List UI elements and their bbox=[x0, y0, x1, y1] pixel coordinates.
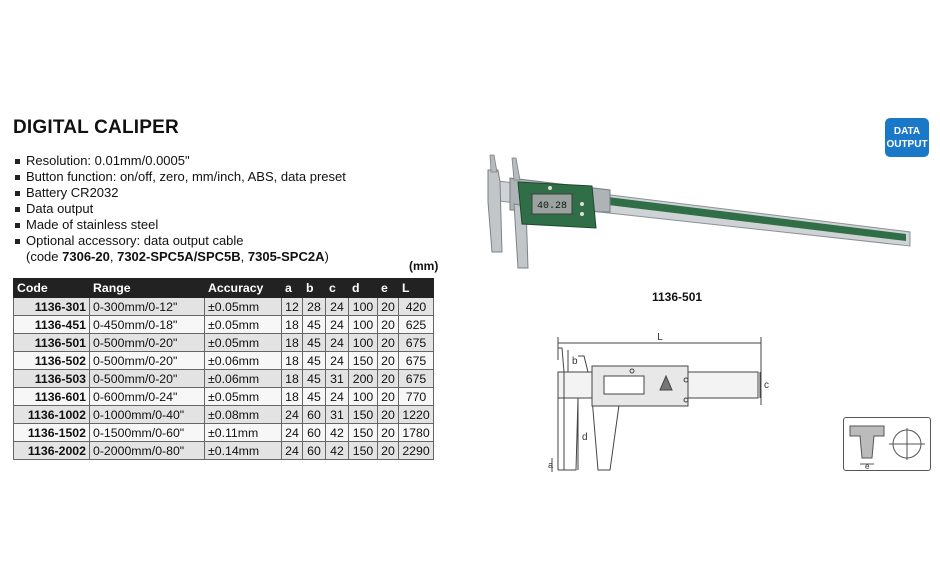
table-row bbox=[14, 370, 434, 388]
cell-l: 420 bbox=[399, 298, 434, 316]
cell-c: 24 bbox=[326, 352, 349, 370]
table-row bbox=[14, 442, 434, 460]
cell-b: 45 bbox=[303, 316, 326, 334]
cell-d: 100 bbox=[349, 388, 378, 406]
cell-l: 2290 bbox=[399, 442, 434, 460]
table-row bbox=[14, 334, 434, 352]
bullet-icon bbox=[15, 223, 20, 228]
table-header-row bbox=[14, 279, 434, 298]
feature-text: Button function: on/off, zero, mm/inch, ABS, data preset bbox=[26, 169, 346, 184]
display-button-icon bbox=[548, 186, 552, 190]
cell-accuracy: ±0.05mm bbox=[205, 334, 282, 352]
cell-e: 20 bbox=[378, 316, 399, 334]
dimension-drawing bbox=[548, 330, 773, 480]
cell-e: 20 bbox=[378, 442, 399, 460]
cell-a: 24 bbox=[282, 406, 303, 424]
cell-b: 45 bbox=[303, 388, 326, 406]
feature-item bbox=[14, 169, 434, 185]
feature-list bbox=[14, 153, 434, 265]
cell-b: 45 bbox=[303, 334, 326, 352]
page-title: DIGITAL CALIPER bbox=[13, 117, 179, 138]
cell-d: 150 bbox=[349, 352, 378, 370]
header-accuracy: Accuracy bbox=[205, 279, 282, 298]
cell-d: 150 bbox=[349, 424, 378, 442]
cell-c: 31 bbox=[326, 406, 349, 424]
cell-range: 0-2000mm/0-80" bbox=[90, 442, 205, 460]
label-d: d bbox=[582, 432, 588, 443]
accessory-codes bbox=[14, 249, 434, 265]
fixed-jaw bbox=[488, 170, 502, 252]
cell-range: 0-500mm/0-20" bbox=[90, 370, 205, 388]
cell-code: 1136-501 bbox=[14, 334, 90, 352]
cell-l: 1780 bbox=[399, 424, 434, 442]
bullet-icon bbox=[15, 175, 20, 180]
cell-l: 675 bbox=[399, 352, 434, 370]
display-button-icon bbox=[580, 212, 584, 216]
cell-c: 42 bbox=[326, 424, 349, 442]
fixed-jaw-tip bbox=[490, 155, 497, 172]
accessory-code: 7306-20 bbox=[62, 249, 110, 264]
table-row bbox=[14, 298, 434, 316]
spec-table bbox=[13, 278, 434, 460]
cell-accuracy: ±0.11mm bbox=[205, 424, 282, 442]
model-label: 1136-501 bbox=[652, 290, 703, 304]
cell-range: 0-1000mm/0-40" bbox=[90, 406, 205, 424]
cell-d: 150 bbox=[349, 442, 378, 460]
bullet-icon bbox=[15, 207, 20, 212]
jaw-detail-box bbox=[843, 417, 931, 471]
cell-l: 675 bbox=[399, 370, 434, 388]
cell-e: 20 bbox=[378, 298, 399, 316]
badge-line-1: DATA bbox=[893, 125, 921, 137]
cell-a: 18 bbox=[282, 388, 303, 406]
cell-code: 1136-301 bbox=[14, 298, 90, 316]
cell-b: 28 bbox=[303, 298, 326, 316]
cell-d: 100 bbox=[349, 334, 378, 352]
cell-code: 1136-1002 bbox=[14, 406, 90, 424]
cell-d: 100 bbox=[349, 316, 378, 334]
cell-accuracy: ±0.14mm bbox=[205, 442, 282, 460]
header-a: a bbox=[282, 279, 303, 298]
cell-range: 0-600mm/0-24" bbox=[90, 388, 205, 406]
codes-separator: , bbox=[109, 249, 118, 264]
cell-accuracy: ±0.06mm bbox=[205, 352, 282, 370]
table-row bbox=[14, 424, 434, 442]
table-row bbox=[14, 388, 434, 406]
cell-range: 0-450mm/0-18" bbox=[90, 316, 205, 334]
cell-a: 24 bbox=[282, 442, 303, 460]
cell-e: 20 bbox=[378, 388, 399, 406]
codes-suffix: ) bbox=[324, 249, 329, 264]
label-l: L bbox=[657, 332, 663, 343]
cell-b: 45 bbox=[303, 370, 326, 388]
drawing-moving-jaw bbox=[578, 356, 588, 372]
cell-l: 1220 bbox=[399, 406, 434, 424]
cell-a: 24 bbox=[282, 424, 303, 442]
cell-c: 42 bbox=[326, 442, 349, 460]
bullet-icon bbox=[15, 191, 20, 196]
codes-separator: , bbox=[240, 249, 248, 264]
cell-b: 45 bbox=[303, 352, 326, 370]
cell-c: 24 bbox=[326, 334, 349, 352]
cell-a: 18 bbox=[282, 316, 303, 334]
jaw-detail-drawing bbox=[844, 418, 930, 470]
cell-c: 31 bbox=[326, 370, 349, 388]
table-row bbox=[14, 352, 434, 370]
jaw-profile-icon bbox=[850, 426, 884, 458]
cell-a: 18 bbox=[282, 334, 303, 352]
feature-item bbox=[14, 153, 434, 169]
feature-item bbox=[14, 217, 434, 233]
cell-l: 770 bbox=[399, 388, 434, 406]
cell-code: 1136-503 bbox=[14, 370, 90, 388]
cell-e: 20 bbox=[378, 334, 399, 352]
caliper-scale-strip bbox=[600, 196, 906, 241]
header-b: b bbox=[303, 279, 326, 298]
cell-code: 1136-1502 bbox=[14, 424, 90, 442]
feature-text: Data output bbox=[26, 201, 94, 216]
feature-text: Optional accessory: data output cable bbox=[26, 233, 244, 248]
cell-e: 20 bbox=[378, 352, 399, 370]
header-range: Range bbox=[90, 279, 205, 298]
cell-range: 0-300mm/0-12" bbox=[90, 298, 205, 316]
feature-text: Battery CR2032 bbox=[26, 185, 119, 200]
table-row bbox=[14, 316, 434, 334]
cell-accuracy: ±0.05mm bbox=[205, 298, 282, 316]
feature-text: Resolution: 0.01mm/0.0005" bbox=[26, 153, 190, 168]
cell-range: 0-500mm/0-20" bbox=[90, 352, 205, 370]
feature-item bbox=[14, 233, 434, 249]
cell-a: 18 bbox=[282, 370, 303, 388]
cell-d: 100 bbox=[349, 298, 378, 316]
bullet-icon bbox=[15, 239, 20, 244]
cell-a: 12 bbox=[282, 298, 303, 316]
cell-code: 1136-2002 bbox=[14, 442, 90, 460]
feature-item bbox=[14, 185, 434, 201]
display-button-icon bbox=[580, 202, 584, 206]
cell-code: 1136-502 bbox=[14, 352, 90, 370]
label-a: a bbox=[548, 460, 554, 470]
cell-e: 20 bbox=[378, 370, 399, 388]
cell-b: 60 bbox=[303, 424, 326, 442]
header-code: Code bbox=[14, 279, 90, 298]
cell-b: 60 bbox=[303, 406, 326, 424]
bullet-icon bbox=[15, 159, 20, 164]
feature-item bbox=[14, 201, 434, 217]
cell-accuracy: ±0.08mm bbox=[205, 406, 282, 424]
cell-c: 24 bbox=[326, 298, 349, 316]
header-d: d bbox=[349, 279, 378, 298]
cell-e: 20 bbox=[378, 424, 399, 442]
cell-a: 18 bbox=[282, 352, 303, 370]
cell-c: 24 bbox=[326, 316, 349, 334]
cell-b: 60 bbox=[303, 442, 326, 460]
feature-text: Made of stainless steel bbox=[26, 217, 159, 232]
moving-jaw-tip bbox=[512, 158, 520, 180]
cell-accuracy: ±0.05mm bbox=[205, 316, 282, 334]
drawing-lcd bbox=[604, 376, 644, 394]
accessory-code: 7302-SPC5A/SPC5B bbox=[117, 249, 241, 264]
lcd-readout: 40.28 bbox=[536, 201, 568, 212]
cell-accuracy: ±0.05mm bbox=[205, 388, 282, 406]
unit-label: (mm) bbox=[409, 259, 439, 273]
badge-line-2: OUTPUT bbox=[886, 138, 928, 150]
cell-accuracy: ±0.06mm bbox=[205, 370, 282, 388]
caliper-photo bbox=[470, 150, 915, 280]
cell-l: 675 bbox=[399, 334, 434, 352]
header-l: L bbox=[399, 279, 434, 298]
cell-code: 1136-601 bbox=[14, 388, 90, 406]
header-e: e bbox=[378, 279, 399, 298]
cell-code: 1136-451 bbox=[14, 316, 90, 334]
cell-e: 20 bbox=[378, 406, 399, 424]
cell-d: 150 bbox=[349, 406, 378, 424]
cell-range: 0-500mm/0-20" bbox=[90, 334, 205, 352]
accessory-code: 7305-SPC2A bbox=[247, 249, 325, 264]
cell-l: 625 bbox=[399, 316, 434, 334]
table-row bbox=[14, 406, 434, 424]
cell-range: 0-1500mm/0-60" bbox=[90, 424, 205, 442]
label-c: c bbox=[764, 380, 769, 391]
label-b: b bbox=[572, 356, 578, 367]
cell-d: 200 bbox=[349, 370, 378, 388]
header-c: c bbox=[326, 279, 349, 298]
codes-prefix: (code bbox=[26, 249, 63, 264]
label-e: e bbox=[865, 462, 870, 470]
cell-c: 24 bbox=[326, 388, 349, 406]
